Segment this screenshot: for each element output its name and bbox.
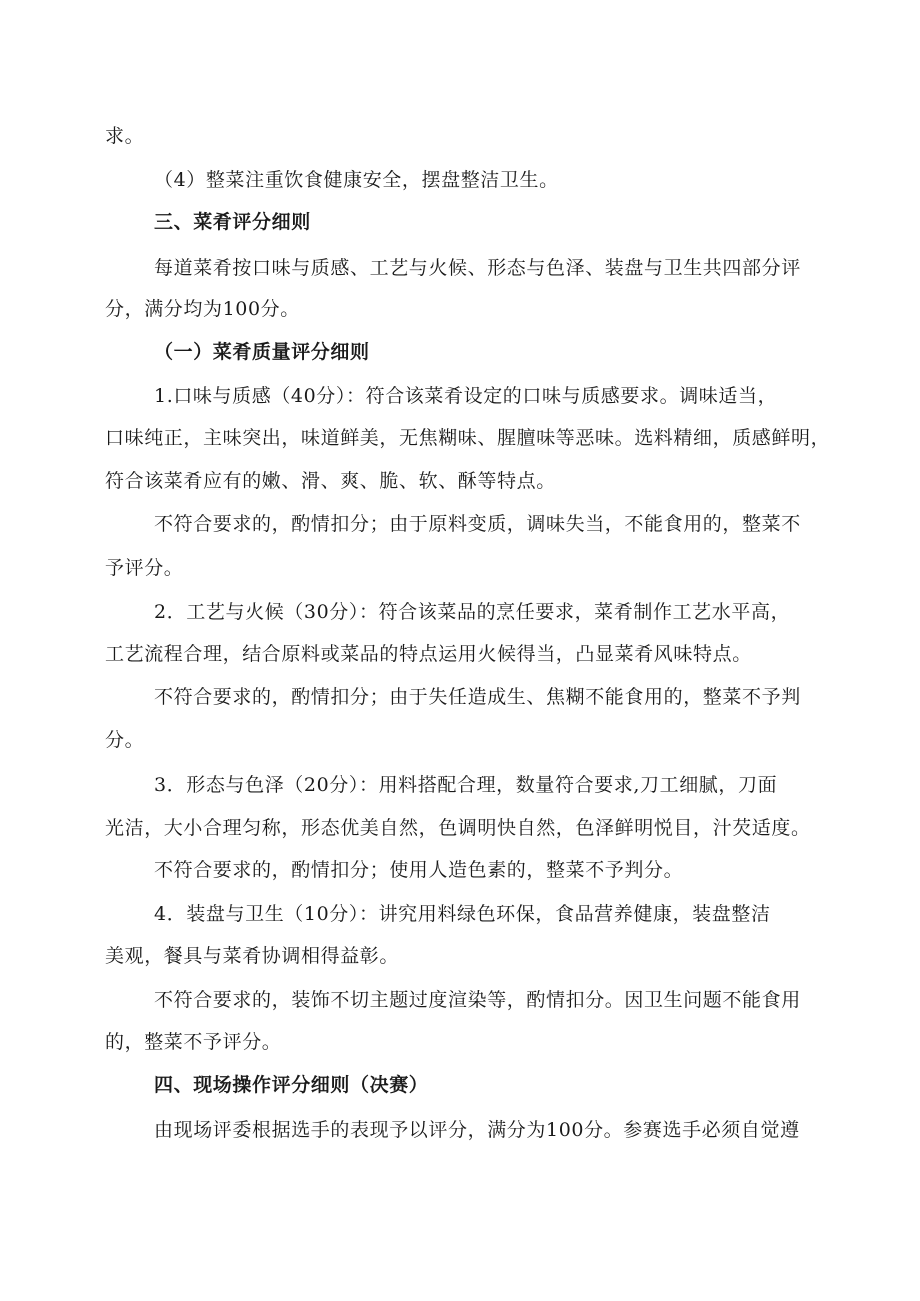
criterion-2-deduction: 不符合要求的，酌情扣分；由于失任造成生、焦糊不能食用的，整菜不予判 [154, 686, 801, 708]
paragraph-line: 由现场评委根据选手的表现予以评分，满分为100分。参赛选手必须自觉遵 [154, 1119, 800, 1141]
criterion-4-deduction: 不符合要求的，装饰不切主题过度渲染等，酌情扣分。因卫生问题不能食用 [154, 989, 801, 1011]
criterion-3-line: 光洁，大小合理匀称，形态优美自然，色调明快自然，色泽鲜明悦目，汁芡适度。 [105, 817, 811, 839]
criterion-1-line: 1.口味与质感（40分）：符合该菜肴设定的口味与质感要求。调味适当， [154, 385, 778, 407]
criterion-4-deduction: 的，整菜不予评分。 [105, 1031, 282, 1053]
criterion-3-line: 3．形态与色泽（20分）：用料搭配合理，数量符合要求,刀工细腻，刀面 [154, 774, 778, 796]
criterion-1-line: 口味纯正，主味突出，味道鲜美，无焦糊味、腥膻味等恶味。选料精细，质感鲜明， [105, 427, 831, 449]
section-heading-4: 四、现场操作评分细则（决赛） [154, 1074, 429, 1096]
section-heading-3: 三、菜肴评分细则 [154, 211, 311, 233]
criterion-2-line: 工艺流程合理，结合原料或菜品的特点运用火候得当，凸显菜肴风味特点。 [105, 643, 752, 665]
criterion-4-line: 美观，餐具与菜肴协调相得益彰。 [105, 945, 400, 967]
criterion-1-deduction: 予评分。 [105, 557, 184, 579]
criterion-1-deduction: 不符合要求的，酌情扣分；由于原料变质，调味失当，不能食用的，整菜不 [154, 513, 801, 535]
criterion-3-deduction: 不符合要求的，酌情扣分；使用人造色素的，整菜不予判分。 [154, 859, 684, 881]
criterion-2-deduction: 分。 [105, 729, 145, 751]
requirement-item-4: （4）整菜注重饮食健康安全，摆盘整洁卫生。 [154, 169, 559, 191]
paragraph-line: 分，满分均为100分。 [105, 298, 300, 320]
criterion-2-line: 2．工艺与火候（30分）：符合该菜品的烹任要求，菜肴制作工艺水平高， [154, 601, 791, 623]
paragraph-line: 每道菜肴按口味与质感、工艺与火候、形态与色泽、装盘与卫生共四部分评 [154, 257, 801, 279]
subsection-heading-1: （一）菜肴质量评分细则 [154, 341, 370, 363]
criterion-4-line: 4．装盘与卫生（10分）：讲究用料绿色环保，食品营养健康，装盘整洁 [154, 903, 771, 925]
criterion-1-line: 符合该菜肴应有的嫩、滑、爽、脆、软、酥等特点。 [105, 470, 556, 492]
paragraph-continuation: 求。 [105, 125, 145, 147]
